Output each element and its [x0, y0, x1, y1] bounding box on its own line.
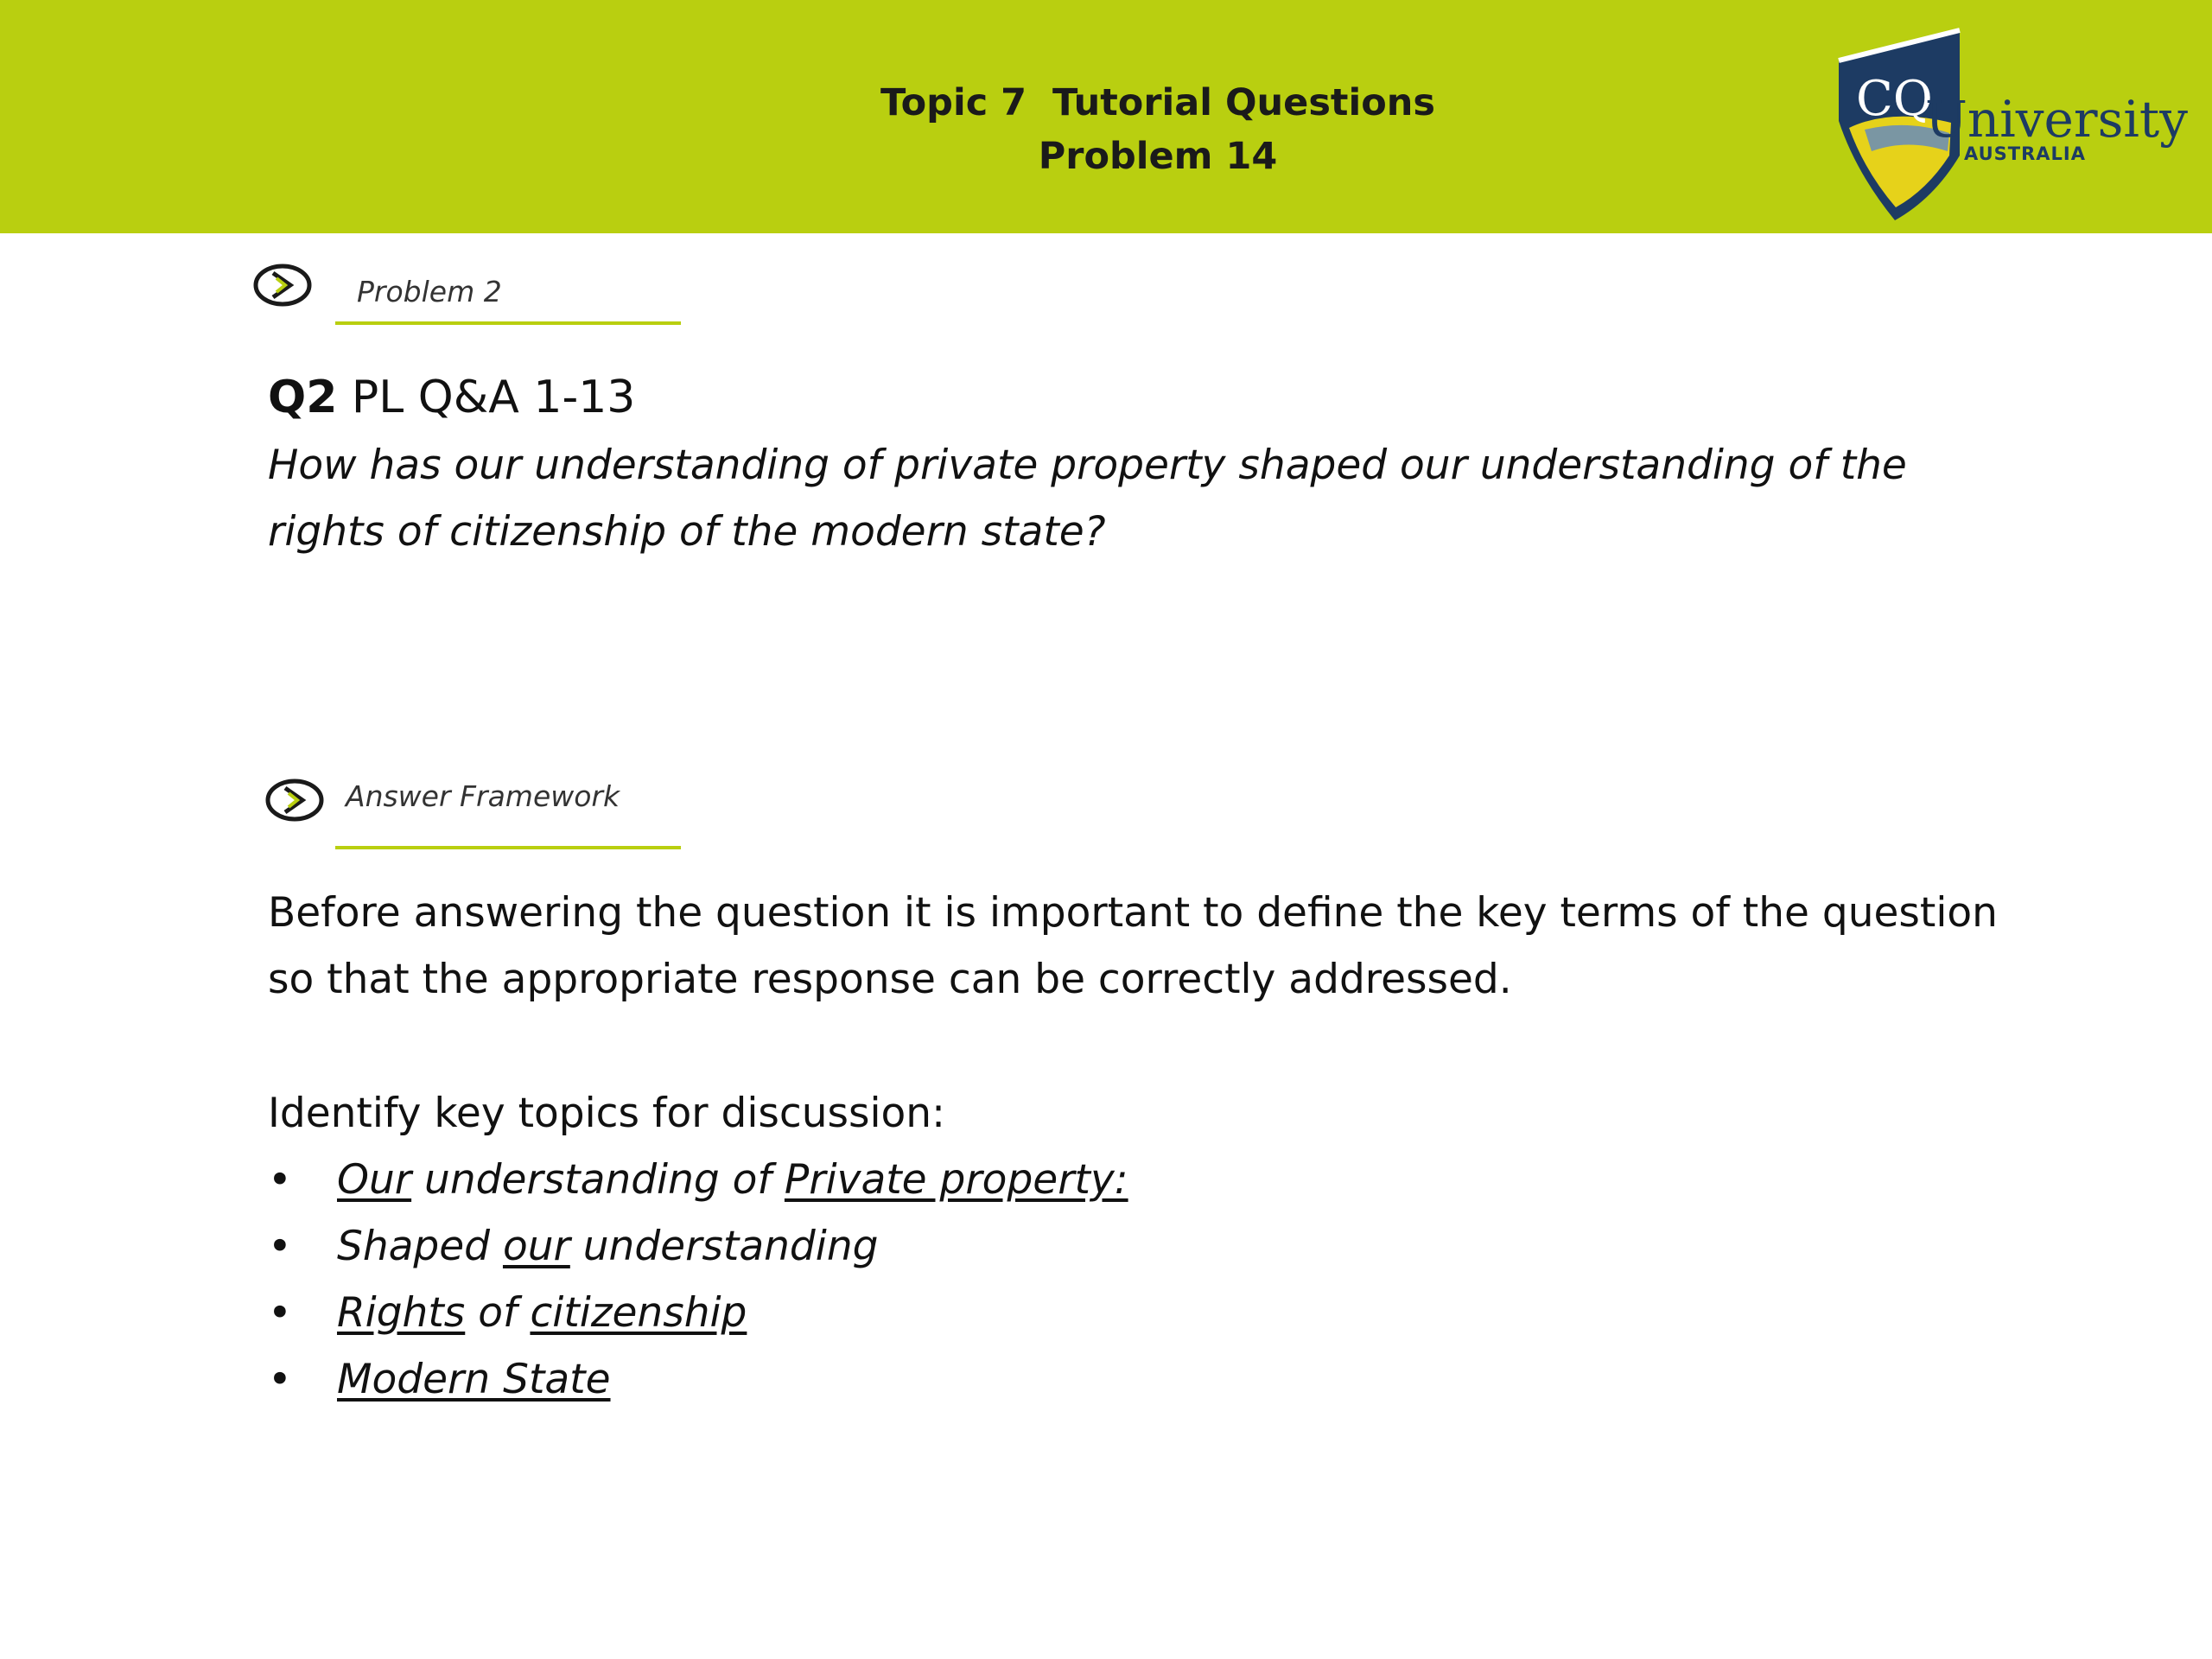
section-label-problem: Problem 2: [357, 275, 502, 308]
question-reference: PL Q&A 1-13: [337, 372, 636, 423]
logo-cq-text: CQ: [1856, 71, 1933, 127]
list-item: [268, 1346, 1128, 1413]
topic-text: Shaped: [337, 1223, 503, 1270]
slide-title-line-2: Problem 14: [1038, 135, 1278, 178]
topic-text: understanding: [569, 1223, 879, 1270]
slide-title-line-1: Topic 7 Tutorial Questions: [880, 81, 1435, 124]
bullet: •: [268, 1223, 292, 1270]
topic-text: Modern State: [337, 1356, 611, 1403]
list-item: [268, 1213, 1128, 1280]
topic-text: Private property:: [784, 1156, 1128, 1204]
chevron-right-circle-icon: [252, 263, 313, 308]
list-item: [268, 1147, 1128, 1213]
bullet: •: [268, 1356, 292, 1403]
topic-text: of: [465, 1289, 531, 1337]
bullet: •: [268, 1156, 292, 1204]
topic-text: citizenship: [530, 1289, 747, 1337]
topics-list: [268, 1147, 1128, 1413]
topic-text: understanding of: [411, 1156, 785, 1204]
chevron-right-circle-icon: [264, 778, 325, 823]
logo-university-text: University: [1925, 90, 2188, 149]
slide-title: [760, 76, 1555, 183]
question-number: Q2: [268, 372, 338, 423]
topics-heading: Identify key topics for discussion:: [268, 1090, 945, 1137]
topic-text: Our: [337, 1156, 412, 1204]
section-divider: [335, 321, 681, 325]
section-divider: [335, 846, 681, 849]
topic-text: Rights: [337, 1289, 466, 1337]
topic-text: our: [502, 1223, 570, 1270]
header-banner: [0, 0, 2212, 233]
question-text: How has our understanding of private property shaped our understanding of the rights of citizenship of the modern state?: [268, 442, 1907, 556]
cqu-logo: [1830, 26, 2188, 225]
logo-country-text: AUSTRALIA: [1964, 143, 2086, 164]
bullet: •: [268, 1289, 292, 1337]
list-item: [268, 1280, 1128, 1346]
answer-intro: Before answering the question it is important to define the key terms of the question so that the appropriate response can be correctly addressed.: [268, 889, 1998, 1003]
section-label-answer: Answer Framework: [346, 779, 620, 813]
question-title: [268, 370, 635, 425]
